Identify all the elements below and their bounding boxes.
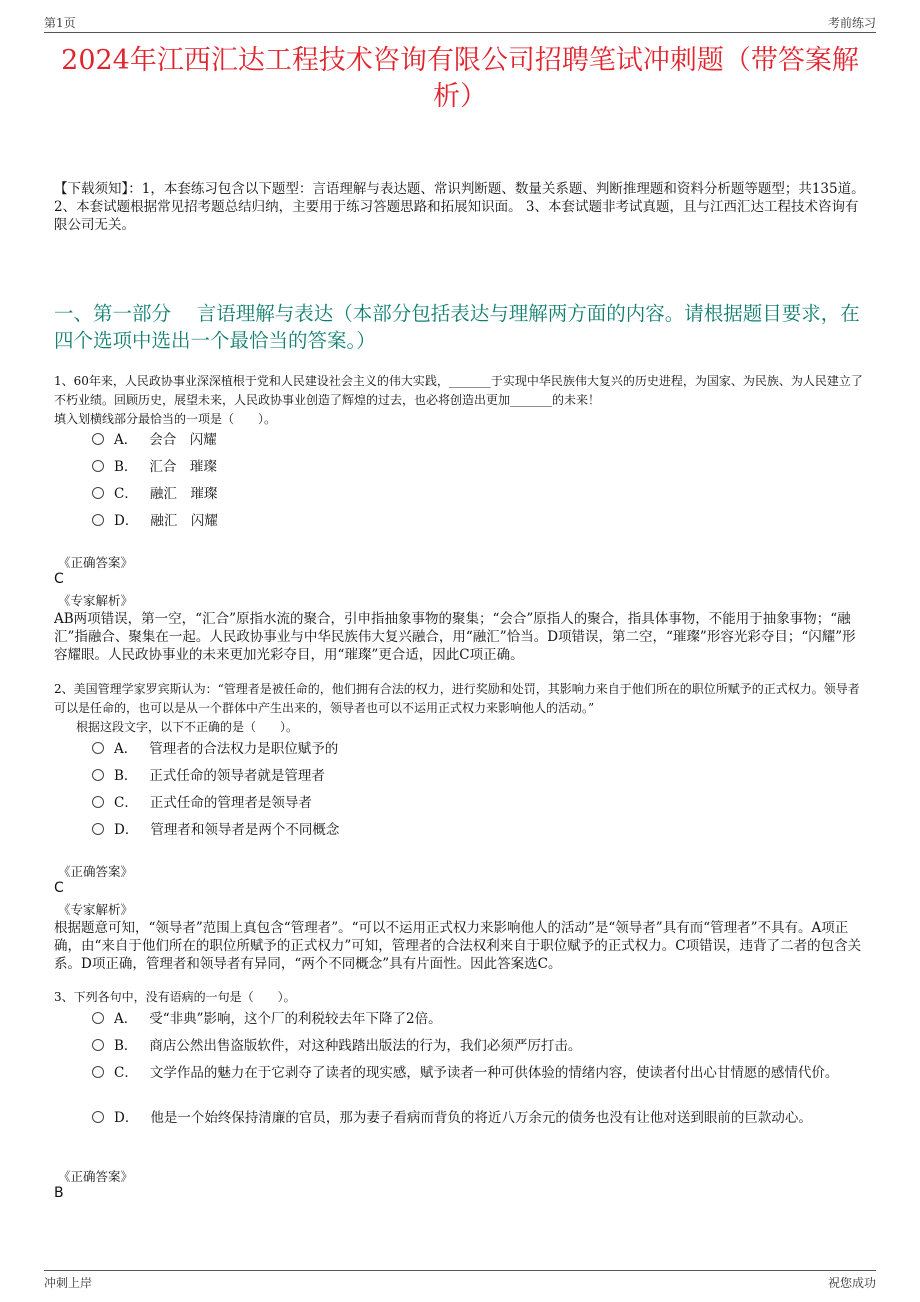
question-1-analysis: AB两项错误，第一空，“汇合”原指水流的聚合，引申指抽象事物的聚集；“会合”原指人的聚合，指具体事物，不能用于抽象事物；“融汇”指融合、聚集在一起。人民政协事业与中华民族伟大复兴融合，用“融汇”恰当。D项错误，第二空，“璀璨”形容光彩夺目；“闪耀”形容耀眼。人民政协事业的未来更加光彩夺目，用“璀璨”更合适，因此C项正确。 bbox=[54, 611, 856, 663]
radio-icon[interactable] bbox=[92, 1039, 104, 1051]
answer-label: 《正确答案》 bbox=[58, 864, 134, 879]
page-header bbox=[44, 12, 876, 33]
question-2-option-a[interactable]: A． 管理者的合法权力是职位赋予的 bbox=[92, 738, 862, 760]
radio-icon[interactable] bbox=[92, 1066, 104, 1078]
radio-icon[interactable] bbox=[92, 742, 104, 754]
question-2-prompt: 根据这段文字，以下不正确的是（ ）。 bbox=[76, 720, 299, 734]
radio-icon[interactable] bbox=[92, 514, 104, 526]
radio-icon[interactable] bbox=[92, 487, 104, 499]
question-2-option-d[interactable]: D． 管理者和领导者是两个不同概念 bbox=[92, 819, 862, 841]
download-notice: 【下载须知】：1，本套练习包含以下题型：言语理解与表达题、常识判断题、数量关系题、判断推理题和资料分析题等题型；共135道。 2、本套试题根据常见招考题总结归纳，主要用于练习答题思路和拓展知识面。 3、本套试题非考试真题，且与江西汇达工程技术咨询有限公司无关。 bbox=[54, 181, 865, 233]
answer-label: 《正确答案》 bbox=[58, 1169, 134, 1184]
footer-left-text: 冲刺上岸 bbox=[44, 1276, 93, 1290]
question-3-option-c[interactable]: C． 文学作品的魅力在于它剥夺了读者的现实感，赋予读者一种可供体验的情绪内容，使读者付出心甘情愿的感情代价。 bbox=[92, 1062, 862, 1084]
radio-icon[interactable] bbox=[92, 823, 104, 835]
question-3-stem: 3、下列各句中，没有语病的一句是（ ）。 bbox=[54, 990, 296, 1004]
analysis-label: 《专家解析》 bbox=[58, 593, 134, 608]
radio-icon[interactable] bbox=[92, 796, 104, 808]
document-title: 2024年江西汇达工程技术咨询有限公司招聘笔试冲刺题（带答案解析） bbox=[61, 45, 859, 112]
footer-right-text: 祝您成功 bbox=[827, 1276, 876, 1290]
header-tag: 考前练习 bbox=[827, 16, 876, 30]
question-2-option-b[interactable]: B． 正式任命的领导者就是管理者 bbox=[92, 765, 862, 787]
question-3-option-b[interactable]: B． 商店公然出售盗版软件，对这种践踏出版法的行为，我们必须严厉打击。 bbox=[92, 1035, 862, 1057]
analysis-label: 《专家解析》 bbox=[58, 902, 134, 917]
radio-icon[interactable] bbox=[92, 1012, 104, 1024]
radio-icon[interactable] bbox=[92, 1111, 104, 1123]
question-1-stem: 1、60年来，人民政协事业深深植根于党和人民建设社会主义的伟大实践，_______于实现中华民族伟大复兴的历史进程，为国家、为民族、为人民建立了不朽业绩。回顾历史，展望未来，人民政协事业创造了辉煌的过去，也必将创造出更加_______的未来！ bbox=[54, 374, 863, 407]
question-1-option-d[interactable]: D． 融汇 闪耀 bbox=[92, 510, 862, 532]
radio-icon[interactable] bbox=[92, 433, 104, 445]
question-2-stem: 2、美国管理学家罗宾斯认为：“管理者是被任命的，他们拥有合法的权力，进行奖励和处罚，其影响力来自于他们所在的职位所赋予的正式权力。领导者可以是任命的，也可以是从一个群体中产生出来的，领导者也可以不运用正式权力来影响他人的活动。” bbox=[54, 682, 860, 715]
question-1-option-c[interactable]: C． 融汇 璀璨 bbox=[92, 483, 862, 505]
question-2-analysis: 根据题意可知，“领导者”范围上真包含“管理者”。“可以不运用正式权力来影响他人的活动”是“领导者”具有而“管理者”不具有。A项正确，由“来自于他们所在的职位所赋予的正式权力”可知，管理者的合法权利来自于职位赋予的正式权力。C项错误，违背了二者的包含关系。D项正确，管理者和领导者有异同，“两个不同概念”具有片面性。因此答案选C。 bbox=[54, 920, 862, 972]
section-title: 一、第一部分 言语理解与表达（本部分包括表达与理解两方面的内容。请根据题目要求，在四个选项中选出一个最恰当的答案。） bbox=[54, 302, 860, 352]
question-3-option-a[interactable]: A． 受“非典”影响，这个厂的利税较去年下降了2倍。 bbox=[92, 1008, 862, 1030]
question-2-option-c[interactable]: C． 正式任命的管理者是领导者 bbox=[92, 792, 862, 814]
question-2-answer: C bbox=[54, 880, 64, 896]
question-1-answer: C bbox=[54, 571, 64, 587]
question-1-prompt: 填入划横线部分最恰当的一项是（ ）。 bbox=[54, 412, 277, 426]
question-3-answer: B bbox=[54, 1185, 64, 1201]
question-3-option-d[interactable]: D． 他是一个始终保持清廉的官员，那为妻子看病而背负的将近八万余元的债务也没有让他对送到眼前的巨款动心。 bbox=[92, 1107, 862, 1129]
radio-icon[interactable] bbox=[92, 460, 104, 472]
radio-icon[interactable] bbox=[92, 769, 104, 781]
question-1-option-b[interactable]: B． 汇合 璀璨 bbox=[92, 456, 862, 478]
page-number: 第1页 bbox=[44, 16, 76, 30]
question-1-option-a[interactable]: A． 会合 闪耀 bbox=[92, 429, 862, 451]
answer-label: 《正确答案》 bbox=[58, 555, 134, 570]
page-footer bbox=[44, 1270, 876, 1291]
